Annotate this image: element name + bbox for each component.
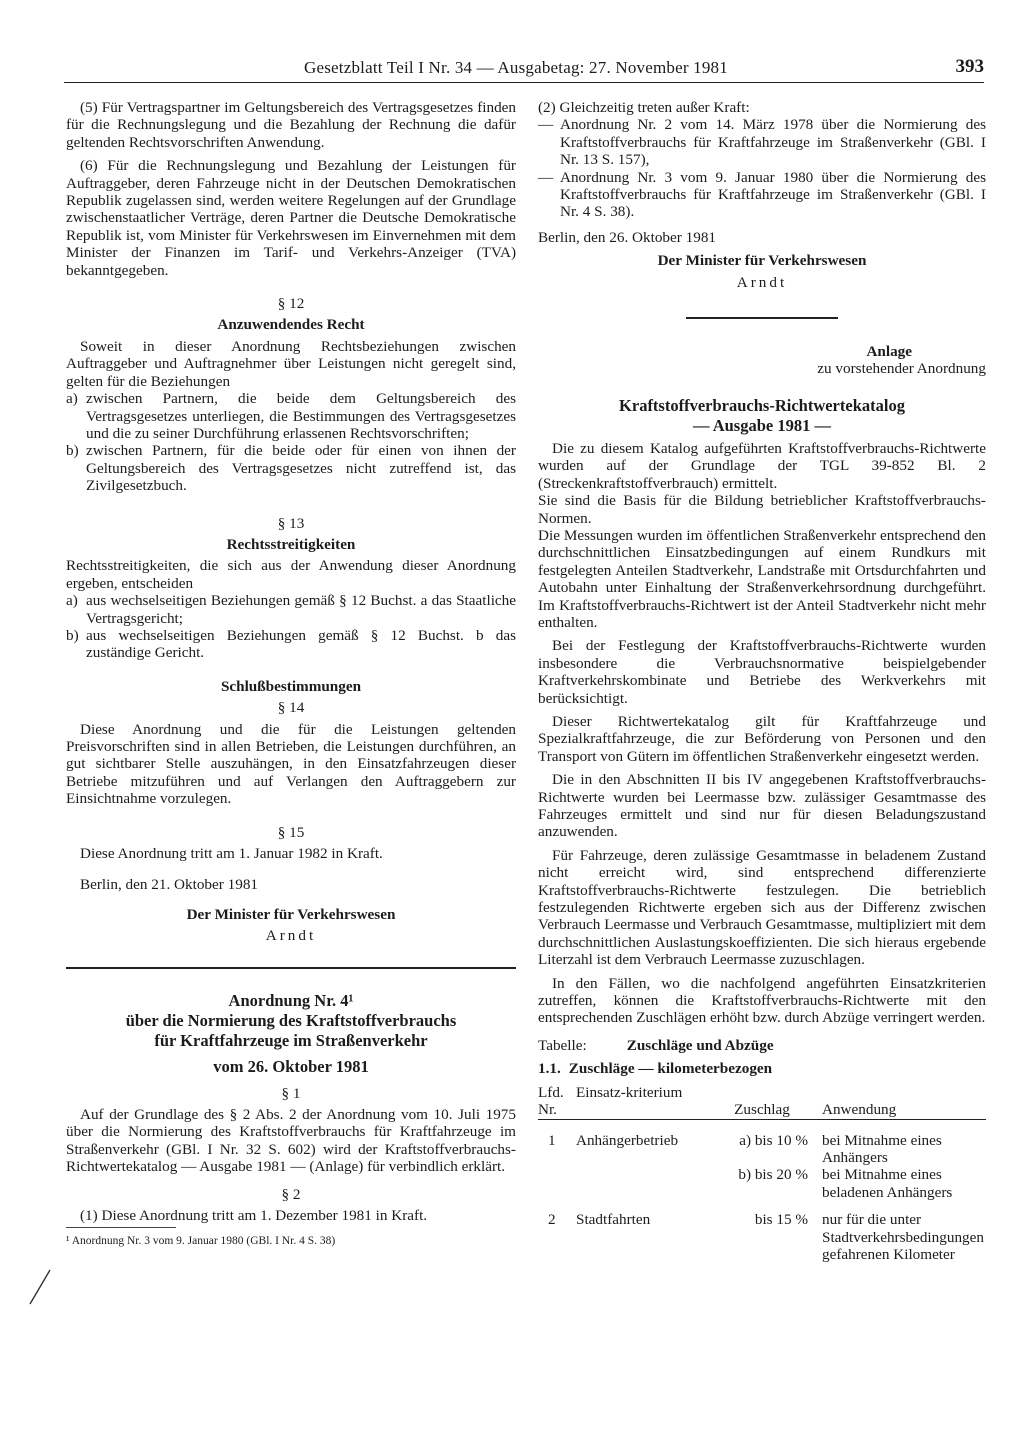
paragraph-5: (5) Für Vertragspartner im Geltungsbereich des Vertragsgesetzes finden für die Rechnungslegung und die Bezahlung der Rechnung die dafür geltenden Rechtsvorschriften Anwendung. (66, 99, 516, 151)
table-cell (576, 1166, 716, 1201)
table-header-row (538, 1084, 986, 1119)
header-title: Gesetzblatt Teil I Nr. 34 — Ausgabetag: 27. November 1981 (304, 58, 728, 77)
item-label: b) (66, 626, 79, 644)
footnote-rule (66, 1227, 176, 1231)
table-cell: a) bis 10 % (739, 1131, 808, 1149)
section-12-text: Soweit in dieser Anordnung Rechtsbeziehungen zwischen Auftraggeber und Auftragnehmer über Leistungen nicht geregelt sind, gelten für die Beziehungen (66, 337, 516, 390)
anordnung-title-3: für Kraftfahrzeuge im Straßenverkehr (154, 1030, 428, 1050)
item-text: aus wechselseitigen Beziehungen gemäß § 12 Buchst. a das Staatliche Vertragsgericht; (86, 592, 516, 627)
separator-rule (66, 967, 516, 969)
katalog-paragraph-7: Für Fahrzeuge, deren zulässige Gesamtmasse in beladenem Zustand nicht erreicht wird, sind entsprechend differenzierte Kraftstoffverbrauchs-Richtwerte festzulegen. Die betrieblich festzulegenden Richtwerte ergeben sich aus der Differenz zwischen Verbrauch Leermasse und Verbrauch Gesamtmasse, multipliziert mit dem durchschnittlichen Auslastungskoeffizienten. Die sich hieraus ergebende Literzahl ist dem Verbrauch Leermasse zuzuschlagen. (538, 846, 986, 969)
dash-symbol: — (538, 116, 554, 134)
signature: Arndt (265, 927, 317, 945)
subsection-number: 1.1. (538, 1060, 561, 1078)
section-12-title: Anzuwendendes Recht (217, 316, 365, 334)
katalog-paragraph-5: Dieser Richtwertekatalog gilt für Kraftfahrzeuge und Spezialkraftfahrzeuge, die zur Beförderung von Personen und den Transport von Gütern im öffentlichen Straßenverkehr eingesetzt werden. (538, 712, 986, 765)
repeal-text: Anordnung Nr. 3 vom 9. Januar 1980 über die Normierung des Kraftstoffverbrauchs für Kraftfahrzeuge im Straßenverkehr (GBl. I Nr. 4 S. 38). (560, 168, 986, 221)
minister-title: Der Minister für Verkehrswesen (186, 905, 396, 923)
section-12-item-a (66, 390, 516, 442)
subsection-heading (538, 1060, 986, 1077)
table-header-cell: Lfd. Nr. (538, 1084, 576, 1119)
section-13-text: Rechtsstreitigkeiten, die sich aus der Anwendung dieser Anordnung ergeben, entscheiden (66, 557, 516, 592)
katalog-paragraph-3: Die Messungen wurden im öffentlichen Straßenverkehr entsprechend den durchschnittlichen Einsatzbedingungen auf einem Rundkurs mit festgelegten Anteilen Stadtverkehr, Landstraße mit Ortsdurchfahrten und Autobahn unter Einhaltung der Straßenverkehrsordnung durchgeführt. Im Kraftstoffverbrauchs-Richtwert ist der Anteil Stadtverkehr nicht mehr enthalten. (538, 526, 986, 631)
katalog-ausgabe: — Ausgabe 1981 — (693, 415, 831, 435)
footnote-text: ¹ Anordnung Nr. 3 vom 9. Januar 1980 (GBl. I Nr. 4 S. 38) (66, 1234, 336, 1247)
katalog-paragraph-8: In den Fällen, wo die nachfolgend angeführten Einsatzkriterien zutreffen, können die Kraftstoffverbrauchs-Richtwerte mit den entsprechenden Zuschlägen erhöht bzw. durch Abzüge verringert werden. (538, 974, 986, 1027)
tabelle-label: Tabelle: (538, 1036, 587, 1054)
table-cell: bei Mitnahme eines Anhängers (822, 1131, 942, 1166)
repeal-text: Anordnung Nr. 2 vom 14. März 1978 über die Normierung des Kraftstoffverbrauchs für Kraftfahrzeuge im Straßenverkehr (GBl. I Nr. 13 S. 157), (560, 116, 986, 169)
katalog-paragraph-6: Die in den Abschnitten II bis IV angegebenen Kraftstoffverbrauchs-Richtwerte wurden bei Leermasse bzw. zulässiger Gesamtmasse des Fahrzeuges ermittelt und sind nur für diesen Beladungszustand anzuwenden. (538, 771, 986, 841)
table-cell: bis 15 % (754, 1211, 808, 1229)
table-cell: 2 (548, 1211, 556, 1229)
separator-rule (686, 317, 838, 319)
section-13-title: Rechtsstreitigkeiten (226, 535, 356, 553)
table-cell: nur für die unter Stadtverkehrsbedingungen gefahrenen Kilometer (822, 1211, 984, 1263)
place-date: Berlin, den 21. Oktober 1981 (80, 876, 259, 894)
zuschlaege-table (538, 1084, 986, 1264)
section-13-item-b (66, 627, 516, 662)
section-12-number: § 12 (277, 295, 305, 313)
signature: Arndt (736, 273, 788, 291)
table-cell (538, 1166, 576, 1201)
section-12-item-b (66, 442, 516, 494)
katalog-paragraph-4: Bei der Festlegung der Kraftstoffverbrauchs-Richtwerte wurden insbesondere die Verbrauchsnormative beispielgebender Kraftverkehrskombinate und Betriebe des Werkverkehrs mit berücksichtigt. (538, 637, 986, 707)
table-row (538, 1119, 986, 1166)
anordnung-section-2-text: (1) Diese Anordnung tritt am 1. Dezember 1981 in Kraft. (80, 1207, 428, 1225)
table-row (538, 1166, 986, 1201)
schluss-title: Schlußbestimmungen (220, 677, 362, 695)
katalog-paragraph-2: Sie sind die Basis für die Bildung betrieblicher Kraftstoffverbrauchs-Normen. (538, 492, 986, 527)
anordnung-section-1-number: § 1 (281, 1084, 301, 1102)
anordnung-section-1-text: Auf der Grundlage des § 2 Abs. 2 der Anordnung vom 10. Juli 1975 über die Normierung des Kraftstoffverbrauchs für Kraftfahrzeuge im Straßenverkehr (GBl. I Nr. 32 S. 602) wird der Kraftstoffverbrauchs-Richtwertekatalog — Ausgabe 1981 — (Anlage) für verbindlich erklärt. (66, 1106, 516, 1176)
section-15-text: Diese Anordnung tritt am 1. Januar 1982 in Kraft. (80, 845, 383, 863)
table-header-cell: Anwendung (808, 1084, 986, 1119)
table-row (538, 1201, 986, 1263)
tabelle-heading (538, 1037, 986, 1054)
tabelle-title: Zuschläge und Abzüge (626, 1036, 774, 1054)
anordnung-section-2-number: § 2 (281, 1185, 301, 1203)
table-header-cell: Einsatz-kriterium (576, 1084, 716, 1119)
katalog-title: Kraftstoffverbrauchs-Richtwertekatalog (619, 395, 905, 415)
section-14-number: § 14 (277, 699, 305, 717)
table-cell: 1 (548, 1131, 556, 1149)
minister-title: Der Minister für Verkehrswesen (657, 252, 867, 270)
anlage-label: Anlage (866, 343, 912, 361)
repeal-item-2 (538, 169, 986, 221)
repeal-item-1 (538, 116, 986, 168)
page-number: 393 (955, 56, 984, 77)
anordnung-title-1: Anordnung Nr. 4¹ (228, 990, 354, 1010)
anlage-subtitle: zu vorstehender Anordnung (817, 360, 986, 378)
table-cell: bei Mitnahme eines beladenen Anhängers (822, 1166, 953, 1201)
dash-symbol: — (538, 168, 554, 186)
section-13-item-a (66, 592, 516, 627)
item-text: zwischen Partnern, die beide dem Geltungsbereich des Vertragsgesetzes unterliegen, die Bestimmungen des Vertragsgesetzes und die zu seiner Durchführung erlassenen Rechtsvorschriften; (86, 390, 516, 442)
page-header (64, 52, 984, 82)
item-text: aus wechselseitigen Beziehungen gemäß § 12 Buchst. b das zuständige Gericht. (86, 626, 516, 662)
anordnung-title-2: über die Normierung des Kraftstoffverbrauchs (125, 1010, 457, 1030)
right-column (538, 99, 986, 1263)
table-header-cell: Zuschlag (716, 1084, 808, 1119)
item-text: zwischen Partnern, für die beide oder für einen von ihnen der Geltungsbereich des Vertragsgesetzes nicht zutreffend ist, das Zivilgesetzbuch. (86, 442, 516, 495)
paragraph-2: (2) Gleichzeitig treten außer Kraft: (538, 99, 750, 116)
section-14-text: Diese Anordnung und die für die Leistungen geltenden Preisvorschriften sind in allen Betrieben, die Leistungen durchführen, an gut sichtbarer Stelle auszuhängen, in den Einsatzfahrzeugen dieser Betriebe mitzuführen und auf Verlangen den Auftraggebern zur Einsichtnahme vorzulegen. (66, 720, 516, 808)
margin-pen-mark (26, 1268, 52, 1308)
item-label: a) (66, 592, 78, 610)
table-cell: Anhängerbetrieb (576, 1131, 679, 1149)
item-label: b) (66, 442, 79, 460)
paragraph-6: (6) Für die Rechnungslegung und Bezahlung der Leistungen für Auftraggeber, deren Fahrzeuge nicht in der Deutschen Demokratischen Republik zugelassen sind, werden weitere Regelungen auf der Grundlage zwischenstaatlicher Verträge, deren Partner die Deutsche Demokratische Republik ist, vom Minister für Verkehrswesen im Einvernehmen mit dem Minister der Finanzen im Tarif- und Verkehrs-Anzeiger (TVA) bekanntgegeben. (66, 157, 516, 279)
anordnung-date: vom 26. Oktober 1981 (213, 1056, 369, 1076)
table-cell: b) bis 20 % (738, 1166, 808, 1184)
section-13-number: § 13 (277, 514, 305, 532)
subsection-title: Zuschläge — kilometerbezogen (568, 1060, 773, 1078)
katalog-paragraph-1: Die zu diesem Katalog aufgeführten Kraftstoffverbrauchs-Richtwerte wurden auf der Grundlage der TGL 39-852 Bl. 2 (Streckenkraftstoffverbrauch) ermittelt. (538, 439, 986, 492)
left-column (66, 99, 516, 1250)
section-15-number: § 15 (277, 823, 305, 841)
item-label: a) (66, 390, 78, 408)
table-cell: Stadtfahrten (576, 1211, 651, 1229)
header-rule (64, 82, 984, 83)
place-date: Berlin, den 26. Oktober 1981 (538, 228, 717, 246)
